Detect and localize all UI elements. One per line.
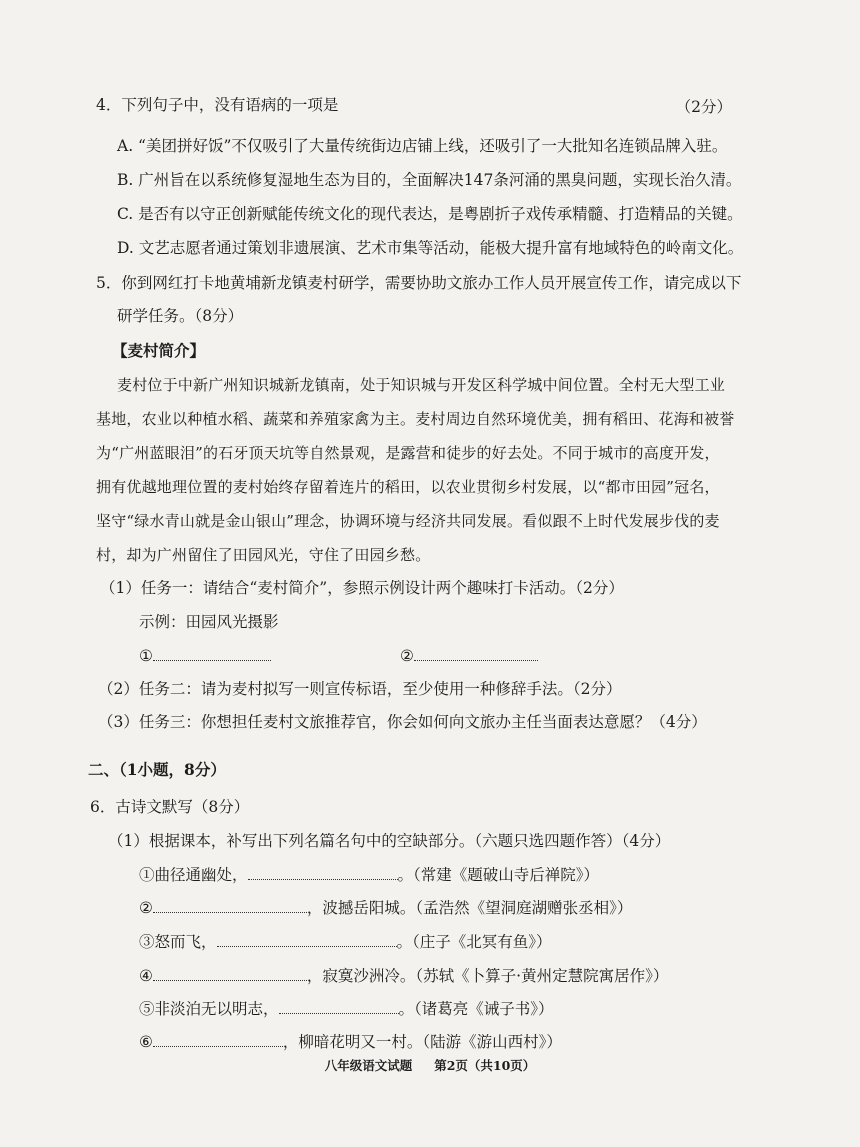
q5-intro-line-2: 基地，农业以种植水稻、蔬菜和养殖家禽为主。麦村周边自然环境优美，拥有稻田、花海和被誉: [96, 410, 735, 428]
section-2-heading: 二、（1小题，8分）: [88, 760, 226, 779]
q4-score: （2分）: [675, 98, 732, 116]
item-5-pre: ⑤非淡泊无以明志，: [139, 1000, 279, 1018]
page-footer: [0, 1056, 860, 1074]
q4-option-c: C. 是否有以守正创新赋能传统文化的现代表达，是粤剧折子戏传承精髓、打造精品的关键。: [117, 205, 743, 223]
item-4-pre: ④: [139, 967, 153, 985]
q5-task2: （2）任务二：请为麦村拟写一则宣传标语，至少使用一种修辞手法。（2分）: [98, 680, 622, 698]
q5-intro-line-5: 坚守“绿水青山就是金山银山”理念，协调环境与经济共同发展。看似跟不上时代发展步伐的麦: [96, 512, 720, 530]
item-6-blank: [153, 1032, 283, 1047]
q5-stem-line1: 5．你到网红打卡地黄埔新龙镇麦村研学，需要协助文旅办工作人员开展宣传工作，请完成以下: [96, 274, 742, 292]
q5-task1: （1）任务一：请结合“麦村简介”，参照示例设计两个趣味打卡活动。（2分）: [100, 579, 624, 597]
item-6-post: ，柳暗花明又一村。（陆游《游山西村》）: [282, 1033, 562, 1051]
item-4-blank: [153, 966, 307, 981]
q4-option-b: B. 广州旨在以系统修复湿地生态为目的，全面解决147条河涌的黑臭问题，实现长治久清。: [117, 171, 742, 189]
item-2-post: ，波撼岳阳城。（孟浩然《望洞庭湖赠张丞相》）: [306, 899, 633, 917]
q5-intro-line-1: 麦村位于中新广州知识城新龙镇南，处于知识城与开发区科学城中间位置。全村无大型工业: [117, 376, 726, 394]
item-5-blank: [279, 999, 399, 1014]
footer-page-number: 第2页（共10页）: [434, 1058, 536, 1073]
q5-stem-line2: 研学任务。（8分）: [117, 307, 244, 325]
item-1-blank: [248, 865, 398, 880]
item-3-pre: ③怒而飞，: [139, 933, 217, 951]
q5-blank-2: [400, 646, 538, 666]
item-4-post: ，寂寞沙洲冷。（苏轼《卜算子·黄州定慧院寓居作》）: [306, 967, 669, 985]
item-1-pre: ①曲径通幽处，: [139, 866, 248, 884]
item-2-blank: [153, 898, 307, 913]
q6-stem: 6．古诗文默写（8分）: [90, 798, 250, 816]
q6-item-1: [139, 865, 599, 885]
item-5-post: 。（诸葛亮《诫子书》）: [398, 1000, 554, 1018]
q5-intro-line-6: 村，却为广州留住了田园风光，守住了田园乡愁。: [96, 546, 431, 564]
q6-item-6: [139, 1032, 562, 1052]
q6-item-2: [139, 898, 632, 918]
q4-option-d: D. 文艺志愿者通过策划非遗展演、艺术市集等活动，能极大提升富有地域特色的岭南文化。: [117, 239, 744, 257]
q4-stem: 4．下列句子中，没有语病的一项是: [96, 96, 339, 114]
blank-1-label: ①: [139, 647, 153, 665]
blank-2-line: [414, 646, 538, 661]
q4-option-a: A. “美团拼好饭”不仅吸引了大量传统街边店铺上线，还吸引了一大批知名连锁品牌入驻。: [117, 137, 728, 155]
item-3-blank: [217, 932, 397, 947]
item-2-pre: ②: [139, 899, 153, 917]
q5-intro-title: 【麦村简介】: [112, 341, 206, 360]
q5-example: 示例：田园风光摄影: [139, 613, 279, 631]
q5-task3: （3）任务三：你想担任麦村文旅推荐官，你会如何向文旅办主任当面表达意愿？（4分）: [98, 713, 707, 731]
q5-intro-line-4: 拥有优越地理位置的麦村始终存留着连片的稻田，以农业贯彻乡村发展，以“都市田园”冠名，: [96, 478, 720, 496]
q6-sub1: （1）根据课本，补写出下列名篇名句中的空缺部分。（六题只选四题作答）（4分）: [108, 832, 671, 850]
footer-exam-title: 八年级语文试题: [324, 1058, 413, 1073]
blank-2-label: ②: [400, 647, 414, 665]
item-3-post: 。（庄子《北冥有鱼》）: [396, 933, 552, 951]
q5-intro-line-3: 为“广州蓝眼泪”的石牙顶天坑等自然景观，是露营和徒步的好去处。不同于城市的高度开发，: [96, 444, 720, 462]
q6-item-5: [139, 999, 554, 1019]
item-1-post: 。（常建《题破山寺后禅院》）: [397, 866, 600, 884]
item-6-pre: ⑥: [139, 1033, 153, 1051]
blank-1-line: [153, 646, 271, 661]
q6-item-3: [139, 932, 552, 952]
q5-blank-1: [139, 646, 271, 666]
q6-item-4: [139, 966, 668, 986]
